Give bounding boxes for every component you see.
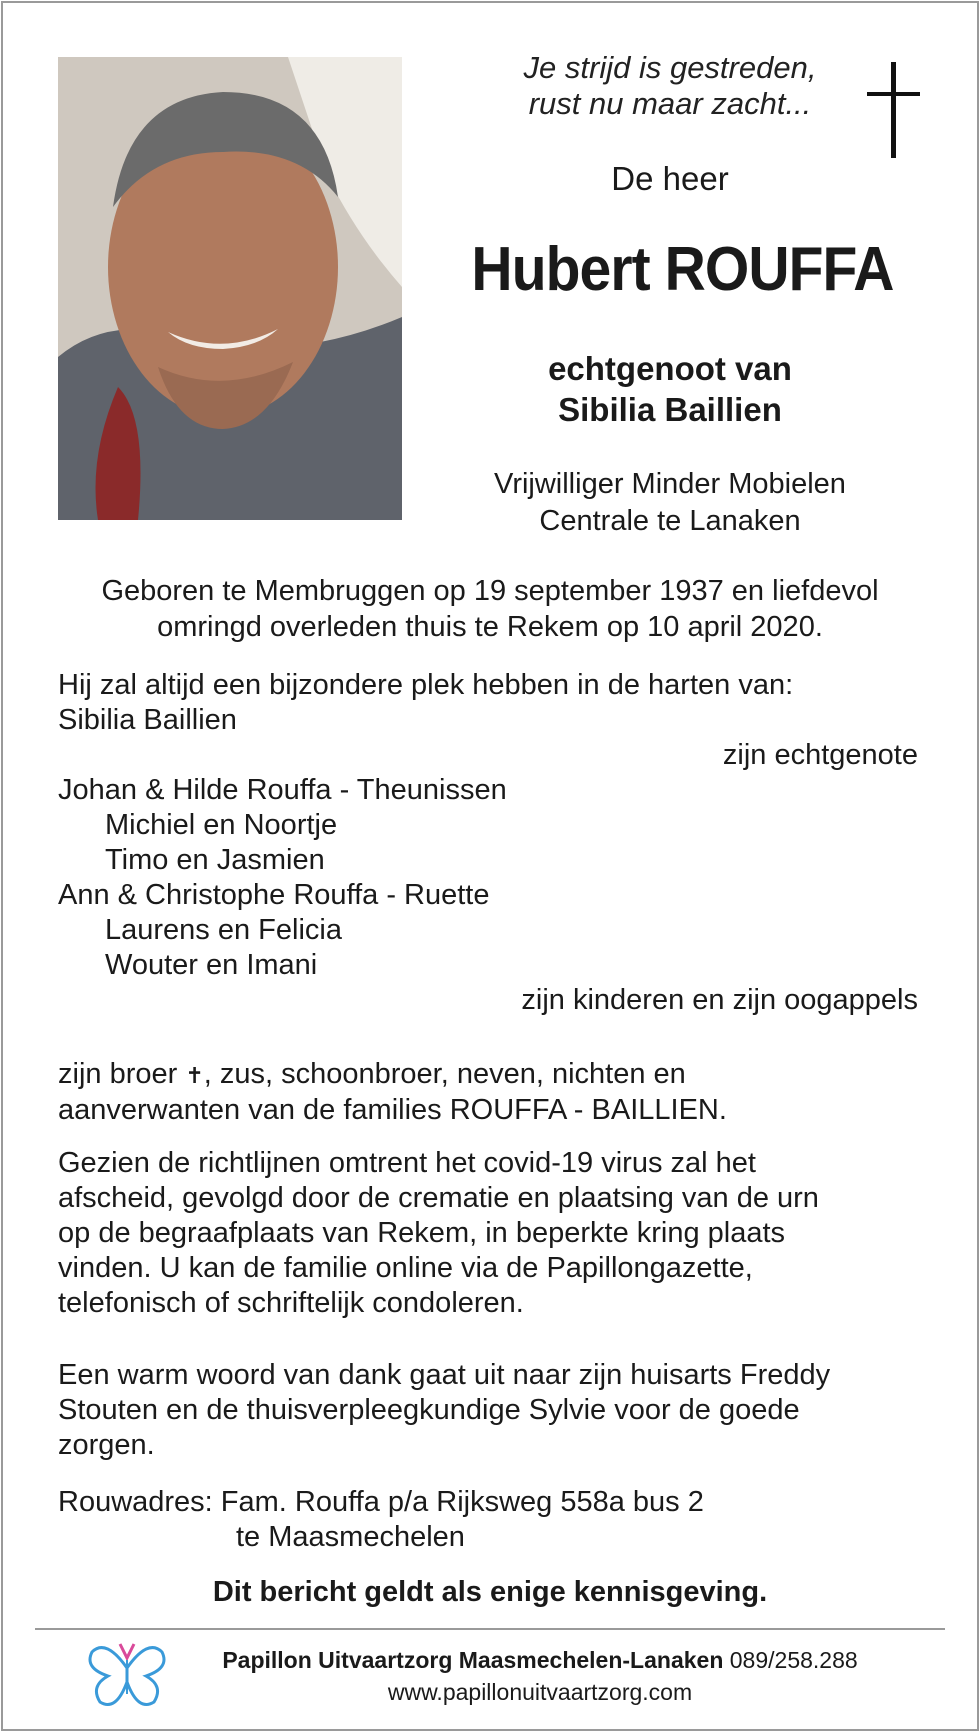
closing-statement: Dit bericht geldt als enige kennisgeving. (212, 1576, 768, 1608)
family-spouse-relation: zijn echtgenote (722, 739, 918, 771)
family-child-2: Ann & Christophe Rouffa - Ruette (58, 879, 490, 911)
covid-line-2: afscheid, gevolgd door de crematie en plaatsing van de urn (58, 1182, 819, 1214)
family-children-relation: zijn kinderen en zijn oogappels (521, 984, 918, 1016)
cross-icon (864, 62, 924, 158)
footer-company: Papillon Uitvaartzorg Maasmechelen-Lanaken (222, 1647, 724, 1673)
address-line-1: Rouwadres: Fam. Rouffa p/a Rijksweg 558a bus 2 (58, 1486, 704, 1518)
footer-divider (35, 1628, 945, 1630)
relatives-line-2: aanverwanten van de families ROUFFA - BAILLIEN. (58, 1094, 727, 1126)
family-grandchildren-1b: Timo en Jasmien (105, 844, 325, 876)
family-grandchildren-1a: Michiel en Noortje (105, 809, 338, 841)
butterfly-logo-icon (86, 1638, 168, 1710)
relatives-block (58, 1057, 918, 1128)
family-child-1: Johan & Hilde Rouffa - Theunissen (58, 774, 507, 806)
covid-line-5: telefonisch of schriftelijk condoleren. (58, 1287, 524, 1319)
family-grandchildren-2b: Wouter en Imani (105, 949, 318, 981)
thanks-line-2: Stouten en de thuisverpleegkundige Sylvie voor de goede (58, 1394, 800, 1426)
role-line-2: Centrale te Lanaken (539, 505, 801, 537)
deceased-name: Hubert ROUFFA (471, 235, 894, 304)
covid-notice (58, 1146, 918, 1321)
thanks-line-1: Een warm woord van dank gaat uit naar zijn huisarts Freddy (58, 1359, 831, 1391)
family-intro: Hij zal altijd een bijzondere plek hebben in de harten van: (58, 669, 794, 701)
relatives-post: , zus, schoonbroer, neven, nichten en (203, 1058, 686, 1090)
address-line-2: te Maasmechelen (236, 1521, 465, 1553)
thanks-line-3: zorgen. (58, 1429, 155, 1461)
role-block (440, 466, 900, 540)
salutation: De heer (611, 160, 729, 197)
family-list (58, 668, 918, 1018)
footer-phone: 089/258.288 (723, 1647, 858, 1673)
covid-line-1: Gezien de richtlijnen omtrent het covid-19 virus zal het (58, 1147, 756, 1179)
footer (180, 1644, 900, 1708)
relatives-pre: zijn broer (58, 1058, 186, 1090)
family-spouse-name: Sibilia Baillien (58, 704, 237, 736)
born-line-2: omringd overleden thuis te Rekem op 10 april 2020. (157, 611, 823, 643)
relatives-line-1 (58, 1057, 918, 1093)
footer-line-1 (180, 1644, 900, 1676)
portrait-photo (58, 57, 402, 520)
covid-line-4: vinden. U kan de familie online via de Papillongazette, (58, 1252, 753, 1284)
address-block (58, 1485, 918, 1555)
family-grandchildren-2a: Laurens en Felicia (105, 914, 342, 946)
thanks-block (58, 1358, 918, 1463)
spouse-block (440, 348, 900, 430)
role-line-1: Vrijwilliger Minder Mobielen (494, 468, 846, 500)
covid-line-3: op de begraafplaats van Rekem, in beperkte kring plaats (58, 1217, 786, 1249)
verse-line-1: Je strijd is gestreden, (523, 50, 817, 85)
footer-website[interactable]: www.papillonuitvaartzorg.com (387, 1679, 693, 1705)
verse (440, 50, 900, 122)
born-line-1: Geboren te Membruggen op 19 september 1937 en liefdevol (101, 575, 879, 607)
birth-death-statement (40, 573, 940, 645)
verse-line-2: rust nu maar zacht... (528, 86, 812, 121)
spouse-line-2: Sibilia Baillien (558, 391, 782, 428)
spouse-line-1: echtgenoot van (548, 350, 792, 387)
small-cross-icon: ✝ (185, 1063, 204, 1088)
